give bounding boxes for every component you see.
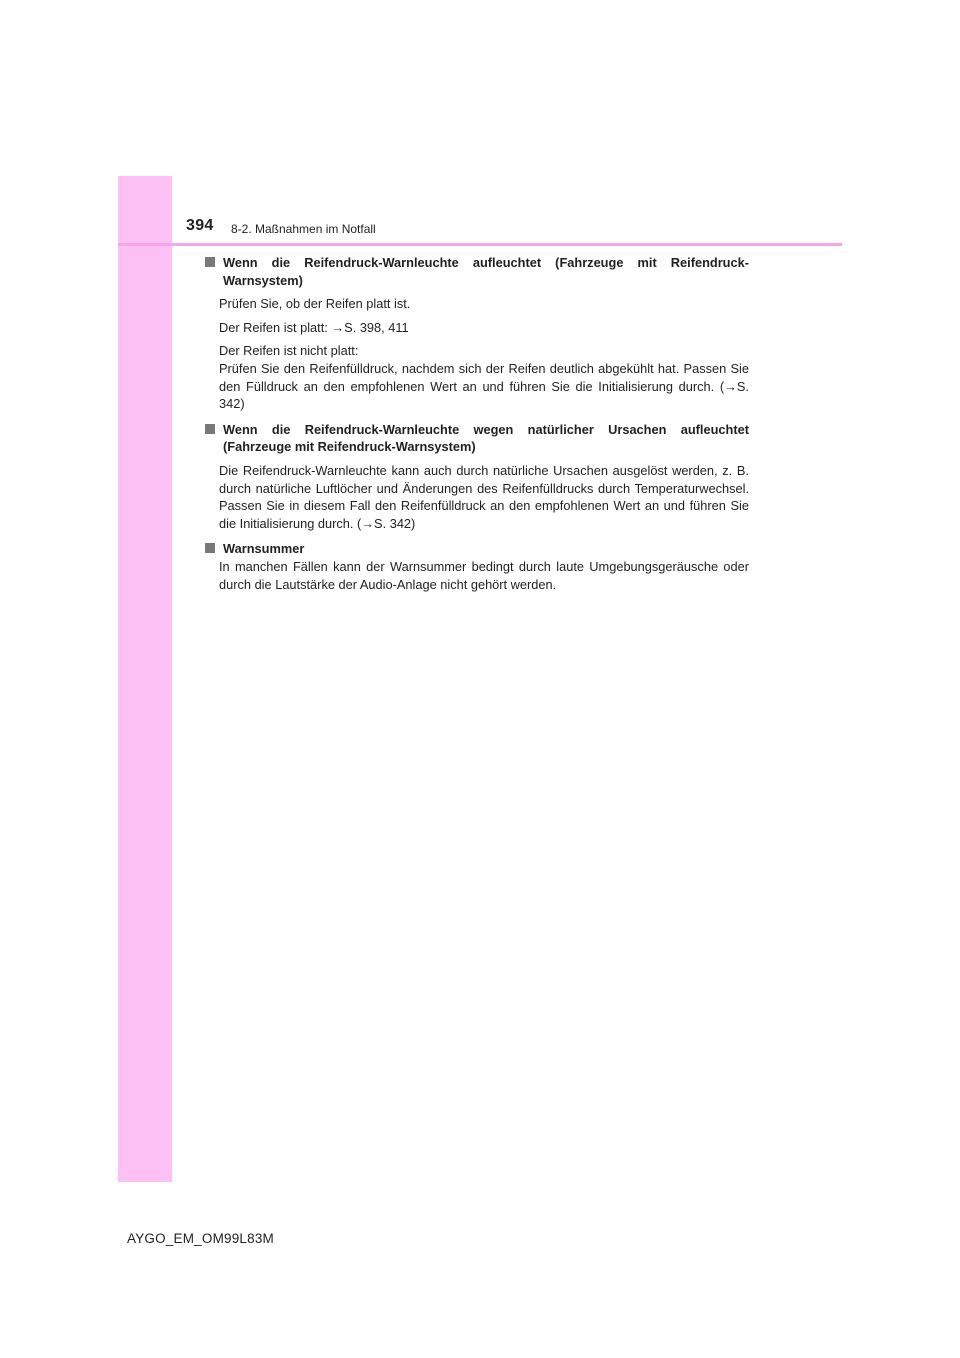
square-bullet-icon (205, 543, 215, 553)
paragraph: Der Reifen ist platt: →S. 398, 411 (219, 319, 409, 335)
page-number: 394 (186, 217, 214, 234)
section-block (204, 254, 749, 413)
section-heading (204, 254, 749, 289)
header-rule (118, 243, 842, 246)
section-heading-text: Wenn die Reifendruck-Warnleuchte aufleuchtet (Fahrzeuge mit Reifendruck-Warnsystem) (223, 255, 749, 288)
page-content (204, 254, 749, 601)
document-code: AYGO_EM_OM99L83M (127, 1231, 275, 1246)
paragraph: In manchen Fällen kann der Warnsummer bedingt durch laute Umgebungsgeräusche oder durch die Lautstärke der Audio-Anlage nicht gehört werden. (219, 558, 749, 592)
section-title: 8-2. Maßnahmen im Notfall (231, 222, 376, 236)
section-heading-text: Warnsummer (223, 541, 305, 557)
chapter-side-band (118, 176, 172, 1182)
paragraph: Der Reifen ist nicht platt: Prüfen Sie den Reifenfülldruck, nachdem sich der Reifen deutlich abgekühlt hat. Passen Sie den Fülldruck an den empfohlenen Wert an und führen Sie die Initialisierung durch. (→S. 342) (219, 343, 749, 412)
paragraph: Die Reifendruck-Warnleuchte kann auch durch natürliche Ursachen ausgelöst werden, z. B. durch natürliche Luftlöcher und Änderungen des Reifenfülldrucks durch Temperaturwechsel. Passen Sie in diesem Fall den Reifenfülldruck an den empfohlenen Wert an und führen Sie die Initialisierung durch. (→S. 342) (219, 462, 749, 531)
section-heading (204, 540, 749, 558)
square-bullet-icon (205, 257, 215, 267)
square-bullet-icon (205, 424, 215, 434)
section-block (204, 540, 749, 593)
paragraph: Prüfen Sie, ob der Reifen platt ist. (219, 296, 411, 312)
section-block (204, 421, 749, 533)
section-heading-text: Wenn die Reifendruck-Warnleuchte wegen natürlicher Ursachen aufleuchtet (Fahrzeuge mit Reifendruck-Warnsystem) (223, 421, 749, 455)
section-heading (204, 421, 749, 456)
